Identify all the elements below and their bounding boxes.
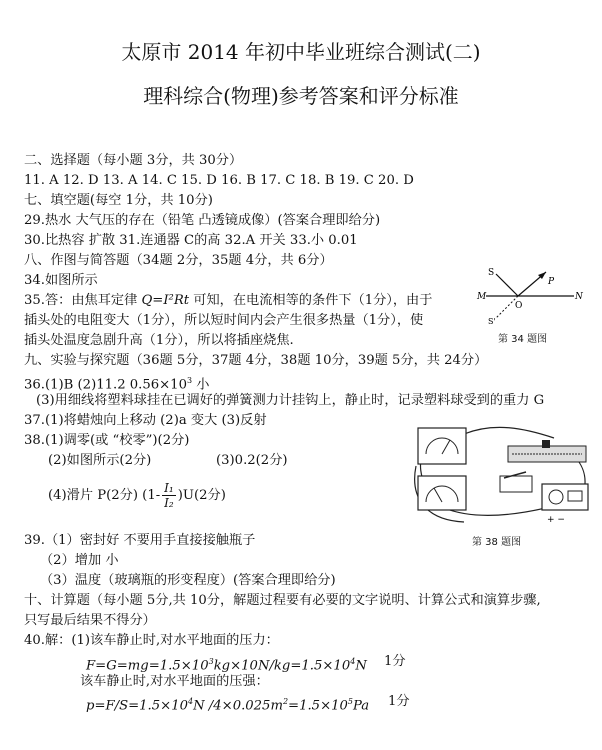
figure-38-caption: 第 38 题图 <box>472 537 522 548</box>
figure-38-circuit <box>404 416 594 528</box>
answer-35-line1 <box>24 292 432 310</box>
incident-ray <box>496 274 518 296</box>
f2-pre: p=F/S=1.5×10 <box>86 698 188 714</box>
section-7-heading: 七、填空题(每空 1分，共 10分) <box>24 193 213 208</box>
answer-39-2: （2）增加 小 <box>40 553 119 568</box>
label-n: N <box>575 292 583 302</box>
answer-38-4 <box>48 481 226 510</box>
f1-exp1: 3 <box>208 657 214 666</box>
section-2-heading: 二、选择题（每小题 3分，共 30分） <box>24 153 243 168</box>
f2-exp3: 5 <box>347 697 353 706</box>
section-9-heading: 九、实验与探究题（36题 5分，37题 4分，38题 10分，39题 5分，共 24分） <box>24 353 488 368</box>
f1-post: N <box>355 658 367 674</box>
fraction-denominator: I₂ <box>164 496 174 510</box>
answer-39-3: （3）温度（玻璃瓶的形变程度）(答案合理即给分) <box>40 573 336 588</box>
answer-36-main: 36.(1)B (2)11.2 0.56×10 <box>24 377 187 393</box>
meter-upper <box>418 428 466 464</box>
section-10-heading: 十、计算题（每小题 5分,共 10分，解题过程要有必要的文字说明、计算公式和演算步骤, <box>24 593 541 608</box>
answer-38-4-pre: (4)滑片 P(2分) (1- <box>48 488 161 503</box>
answer-35-intro: 35.答：由焦耳定律 <box>24 293 142 308</box>
f2-mid: N /4×0.025m <box>193 698 283 714</box>
joule-law-formula: Q=I²Rt <box>141 293 190 308</box>
f2-post: Pa <box>353 698 370 714</box>
answer-38-1: 38.(1)调零(或 “校零”)(2分) <box>24 433 190 448</box>
section-2-answers: 11. A 12. D 13. A 14. C 15. D 16. B 17. C 18. B 19. C 20. D <box>24 173 414 188</box>
answer-30-33: 30.比热容 扩散 31.连通器 C的高 32.A 开关 33.小 0.01 <box>24 233 358 248</box>
answer-36-3: (3)用细线将塑料球挂在已调好的弹簧测力计挂钩上，静止时，记录塑料球受到的重力 G <box>36 393 545 408</box>
answer-35-line3: 插头处温度急剧升高（1分），所以将插座烧焦. <box>24 333 294 348</box>
answer-36-exponent: 3 <box>186 376 193 385</box>
answer-40-pressure-intro: 该车静止时,对水平地面的压强： <box>80 674 269 689</box>
f2-exp1: 4 <box>187 697 194 706</box>
answer-34: 34.如图所示 <box>24 273 98 288</box>
figure-34-caption: 第 34 题图 <box>498 334 548 345</box>
label-s-prime: S' <box>488 317 496 326</box>
f2-mid2: =1.5×10 <box>288 698 348 714</box>
meter-lower <box>418 476 466 510</box>
section-10-heading-cont: 只写最后结果不得分） <box>24 613 156 628</box>
f2-exp2: 2 <box>282 697 289 706</box>
label-m: M <box>477 292 487 302</box>
f2-score: 1分 <box>388 694 410 709</box>
answer-38-2: (2)如图所示(2分) <box>48 453 152 468</box>
label-o: O <box>515 301 523 311</box>
f1-score: 1分 <box>384 654 406 669</box>
figure-34-reflection <box>474 266 584 338</box>
current-ratio-fraction <box>162 481 176 510</box>
answer-36-tail: 小 <box>192 377 210 393</box>
f1-pre: F=G=mg=1.5×10 <box>86 658 209 674</box>
f1-exp2: 4 <box>350 657 356 666</box>
label-p: P <box>548 277 555 287</box>
answer-40-1: 40.解：(1)该车静止时,对水平地面的压力： <box>24 633 279 648</box>
terminal-signs: + − <box>547 515 565 525</box>
fraction-numerator: I₁ <box>164 481 174 495</box>
answer-35-line2: 插头处的电阻变大（1分），所以短时间内会产生很多热量（1分），使 <box>24 313 424 328</box>
doc-subtitle: 理科综合(物理)参考答案和评分标准 <box>143 84 459 108</box>
doc-title: 太原市 2014 年初中毕业班综合测试(二) <box>121 40 481 64</box>
answer-35-cont: 可知，在电流相等的条件下（1分），由于 <box>189 293 433 308</box>
formula-pressure <box>86 693 369 715</box>
section-8-heading: 八、作图与简答题（34题 2分，35题 4分，共 6分） <box>24 253 333 268</box>
answer-39-1: 39.（1）密封好 不要用手直接接触瓶子 <box>24 533 256 548</box>
answer-37: 37.(1)将蜡烛向上移动 (2)a 变大 (3)反射 <box>24 413 267 428</box>
answer-38-3: (3)0.2(2分) <box>216 453 288 468</box>
rheostat-slider <box>542 440 550 448</box>
answer-29: 29.热水 大气压的存在（铅笔 凸透镜成像）(答案合理即给分) <box>24 213 381 228</box>
answer-38-4-post: )U(2分) <box>177 488 226 503</box>
f1-mid: kg×10N/kg=1.5×10 <box>213 658 351 674</box>
label-s: S <box>488 268 495 278</box>
